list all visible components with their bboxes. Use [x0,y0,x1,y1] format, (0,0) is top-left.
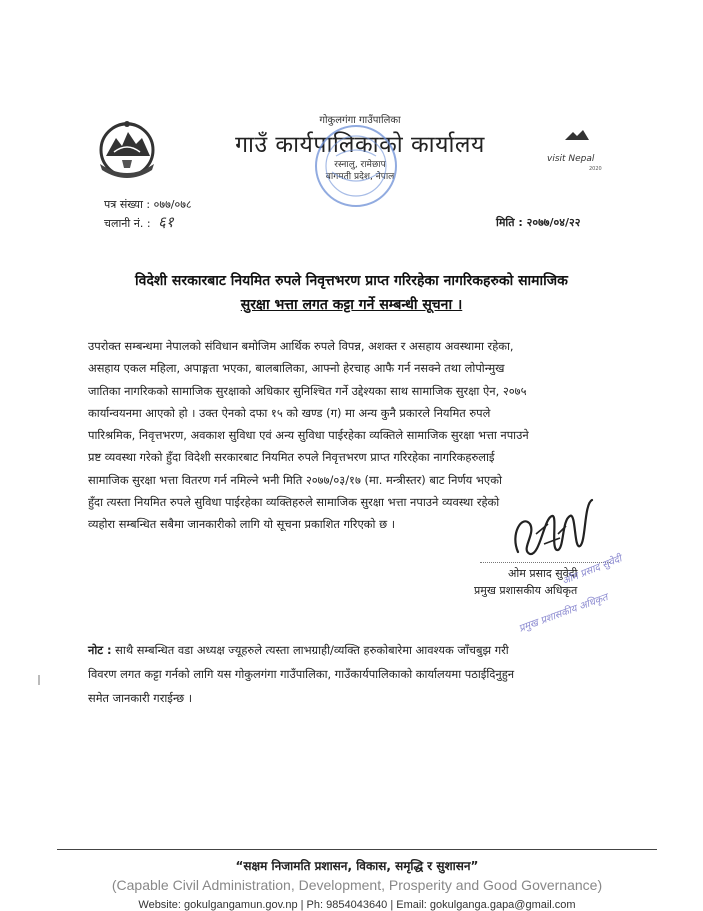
stamp-overlay-name: ओम प्रसाद सुवेदी [560,553,624,588]
body-line: व्यहोरा सम्बन्धित सबैमा जानकारीको लागि यो सूचना प्रकाशित गरिएको छ । [88,517,396,532]
subject-line-2 [60,295,643,314]
reference-number-label: पत्र संख्या : [104,198,151,211]
contact-info: Website: gokulgangamun.gov.np | Ph: 9854043640 | Email: gokulganga.gapa@gmail.com [138,899,576,911]
footer-divider [57,849,657,850]
letter-date [496,215,580,230]
body-line: पारिश्रमिक, निवृत्तभरण, अवकाश सुविधा एवं अन्य सुविधा पाईरहेका व्यक्तिले सामाजिक सुरक्षा भत्ता नपाउने [88,428,529,443]
reference-number [104,197,192,212]
subject-line-2-text: सुरक्षा भत्ता लगत कट्टा गर्ने सम्बन्धी सूचना । [240,297,463,313]
margin-mark [38,675,40,685]
note-line-2: विवरण लगत कट्टा गर्नको लागि यस गोकुलगंगा गाउँपालिका, गाउँकार्यपालिकाको कार्यालयमा पठाईदिनुहुन [88,667,515,681]
motto-english: (Capable Civil Administration, Development, Prosperity and Good Governance) [111,877,603,893]
reference-number-value: ०७७/०७८ [153,198,192,211]
nepal-emblem-icon [92,112,162,186]
body-line: असहाय एकल महिला, अपाङ्गता भएका, बालबालिका, आफ्नो हेरचाह आफै गर्न नसक्ने तथा लोपोन्मुख [88,361,505,376]
subject-line-1: विदेशी सरकारबाट नियमित रुपले निवृत्तभरण प्राप्त गरिरहेका नागरिकहरुको सामाजिक [135,273,568,289]
note-line-1 [88,638,628,662]
stamp-overlay-title: प्रमुख प्रशासकीय अधिकृत [517,592,610,635]
date-label: मिति : [496,216,523,229]
address-line-2: बागमती प्रदेश, नेपाल [325,172,395,182]
dispatch-number-label: चलानी नं. : [104,217,151,230]
body-line: हुँदा त्यस्ता नियमित रुपले सुविधा पाईरहेका व्यक्तिहरुले सामाजिक सुरक्षा भत्ता नपाउने व्यवस्था रहेको [88,495,500,510]
mountain-icon [563,128,591,142]
dispatch-number-value: ६१ [158,213,174,231]
dispatch-number [104,212,174,232]
note-label: नोट : [88,643,112,657]
office-stamp-icon [310,120,402,212]
signatory-title: प्रमुख प्रशासकीय अधिकृत [474,584,578,597]
visit-nepal-logo: visit Nepal 2020 [545,126,615,174]
body-line: कार्यान्वयनमा आएको हो । उक्त ऐनको दफा १५ को खण्ड (ग) मा अन्य कुनै प्रकारले नियमित रुपले [88,405,491,420]
body-line: जातिका नागरिकको सामाजिक सुरक्षाको अधिकार सुनिश्चित गर्ने उद्देश्यका साथ सामाजिक सुरक्षा ऐन, २०७५ [88,383,527,398]
note-text-1: साथै सम्बन्धित वडा अध्यक्ष ज्यूहरुले त्यस्ता लाभग्राही/व्यक्ति हरुकोबारेमा आवश्यक जाँचबुझ गरी [115,643,509,657]
note-section [88,638,628,710]
body-line: उपरोक्त सम्बन्धमा नेपालको संविधान बमोजिम आर्थिक रुपले विपन्न, अशक्त र असहाय अवस्थामा रहेका, [88,339,514,353]
motto-nepali: “सक्षम निजामति प्रशासन, विकास, समृद्धि र सुशासन” [235,859,479,873]
rural-municipality-name: गोकुलगंगा गाउँपालिका [319,115,401,126]
date-value: २०७७/०४/२२ [526,216,581,229]
signatory-name: ओम प्रसाद सुवेदी [508,567,578,580]
address-line-1: रस्नालु, रामेछाप [334,160,386,170]
note-line-3: समेत जानकारी गराईन्छ । [88,691,193,705]
body-line: सामाजिक सुरक्षा भत्ता वितरण गर्न नमिल्ने भनी मिति २०७७/०३/१७ (मा. मन्त्रीस्तर) बाट निर्णय भएको [88,472,502,487]
body-line: प्रष्ट व्यवस्था गरेको हुँदा विदेशी सरकारबाट नियमित रुपले निवृत्तभरण प्राप्त गरिरहेका नागरिकहरुलाई [88,450,495,465]
office-title: गाउँ कार्यपालिकाको कार्यालय [235,132,485,158]
